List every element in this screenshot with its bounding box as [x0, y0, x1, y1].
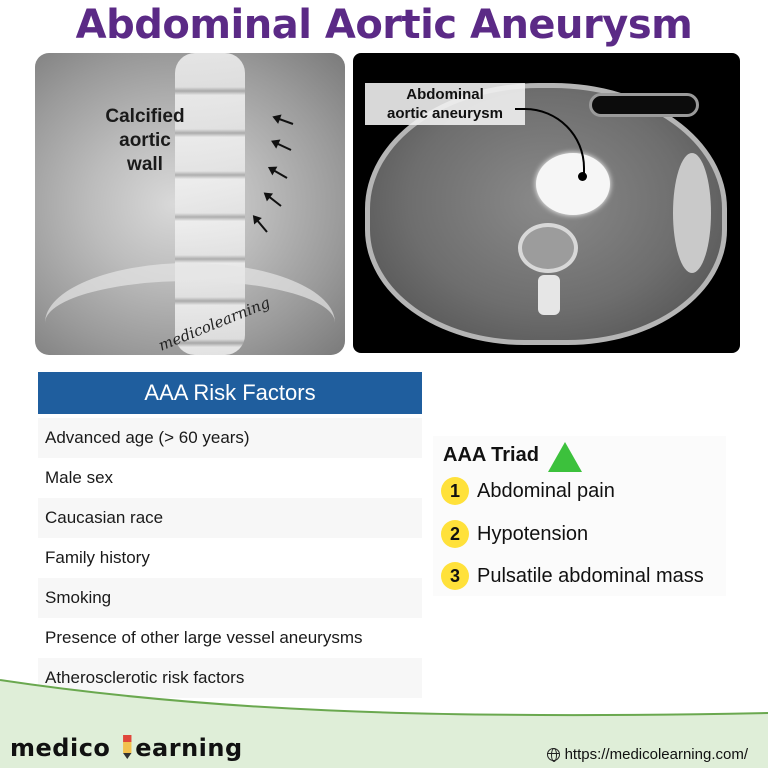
ct-label: [365, 83, 525, 125]
triad-box: [433, 436, 726, 596]
xray-label-line: Calcified: [105, 106, 185, 127]
triad-item-label: Hypotension: [477, 522, 589, 545]
xray-label: [90, 105, 200, 177]
xray-image: [35, 53, 345, 355]
ct-label-line: Abdominal: [406, 86, 484, 103]
risk-factor-item: Atherosclerotic risk factors: [38, 658, 422, 698]
triad-number-badge: 3: [441, 562, 469, 590]
website-url[interactable]: https://medicolearning.com/: [564, 746, 748, 763]
risk-factor-item: Male sex: [38, 458, 422, 498]
brand-logo: [10, 734, 243, 762]
risk-factor-item: Advanced age (> 60 years): [38, 418, 422, 458]
ct-bowel: [589, 93, 699, 117]
triad-item-label: Pulsatile abdominal mass: [477, 564, 704, 587]
brand-text-suffix: earning: [135, 734, 243, 762]
triad-item: [441, 561, 704, 591]
website-link[interactable]: [547, 746, 748, 763]
arrow-icon: [269, 167, 287, 179]
xray-label-line: wall: [127, 154, 163, 175]
ct-spinous-process: [538, 275, 560, 315]
ct-vertebra: [518, 223, 578, 273]
risk-factor-item: Smoking: [38, 578, 422, 618]
triad-item: [441, 519, 588, 549]
ct-pointer-dot: [578, 172, 587, 181]
risk-factor-item: Caucasian race: [38, 498, 422, 538]
brand-text-prefix: medico: [10, 734, 120, 762]
triad-title: AAA Triad: [443, 444, 539, 466]
page-title: Abdominal Aortic Aneurysm: [75, 2, 693, 48]
globe-icon: [547, 748, 560, 761]
pencil-icon: [120, 735, 134, 759]
xray-watermark: medicolearning: [155, 293, 273, 355]
arrow-icon: [253, 216, 267, 233]
ct-spleen: [673, 153, 711, 273]
triad-item: [441, 476, 615, 506]
triad-number-badge: 1: [441, 477, 469, 505]
xray-label-line: aortic: [119, 130, 171, 151]
arrow-icon: [272, 141, 291, 151]
risk-factor-item: Family history: [38, 538, 422, 578]
ct-label-line: aortic aneurysm: [387, 105, 503, 122]
risk-factor-item: Presence of other large vessel aneurysms: [38, 618, 422, 658]
triad-item-label: Abdominal pain: [477, 479, 615, 502]
triad-number-badge: 2: [441, 520, 469, 548]
arrow-icon: [265, 193, 282, 207]
risk-factors-header: AAA Risk Factors: [38, 372, 422, 414]
triangle-icon: [548, 442, 582, 472]
arrow-icon: [274, 116, 293, 125]
